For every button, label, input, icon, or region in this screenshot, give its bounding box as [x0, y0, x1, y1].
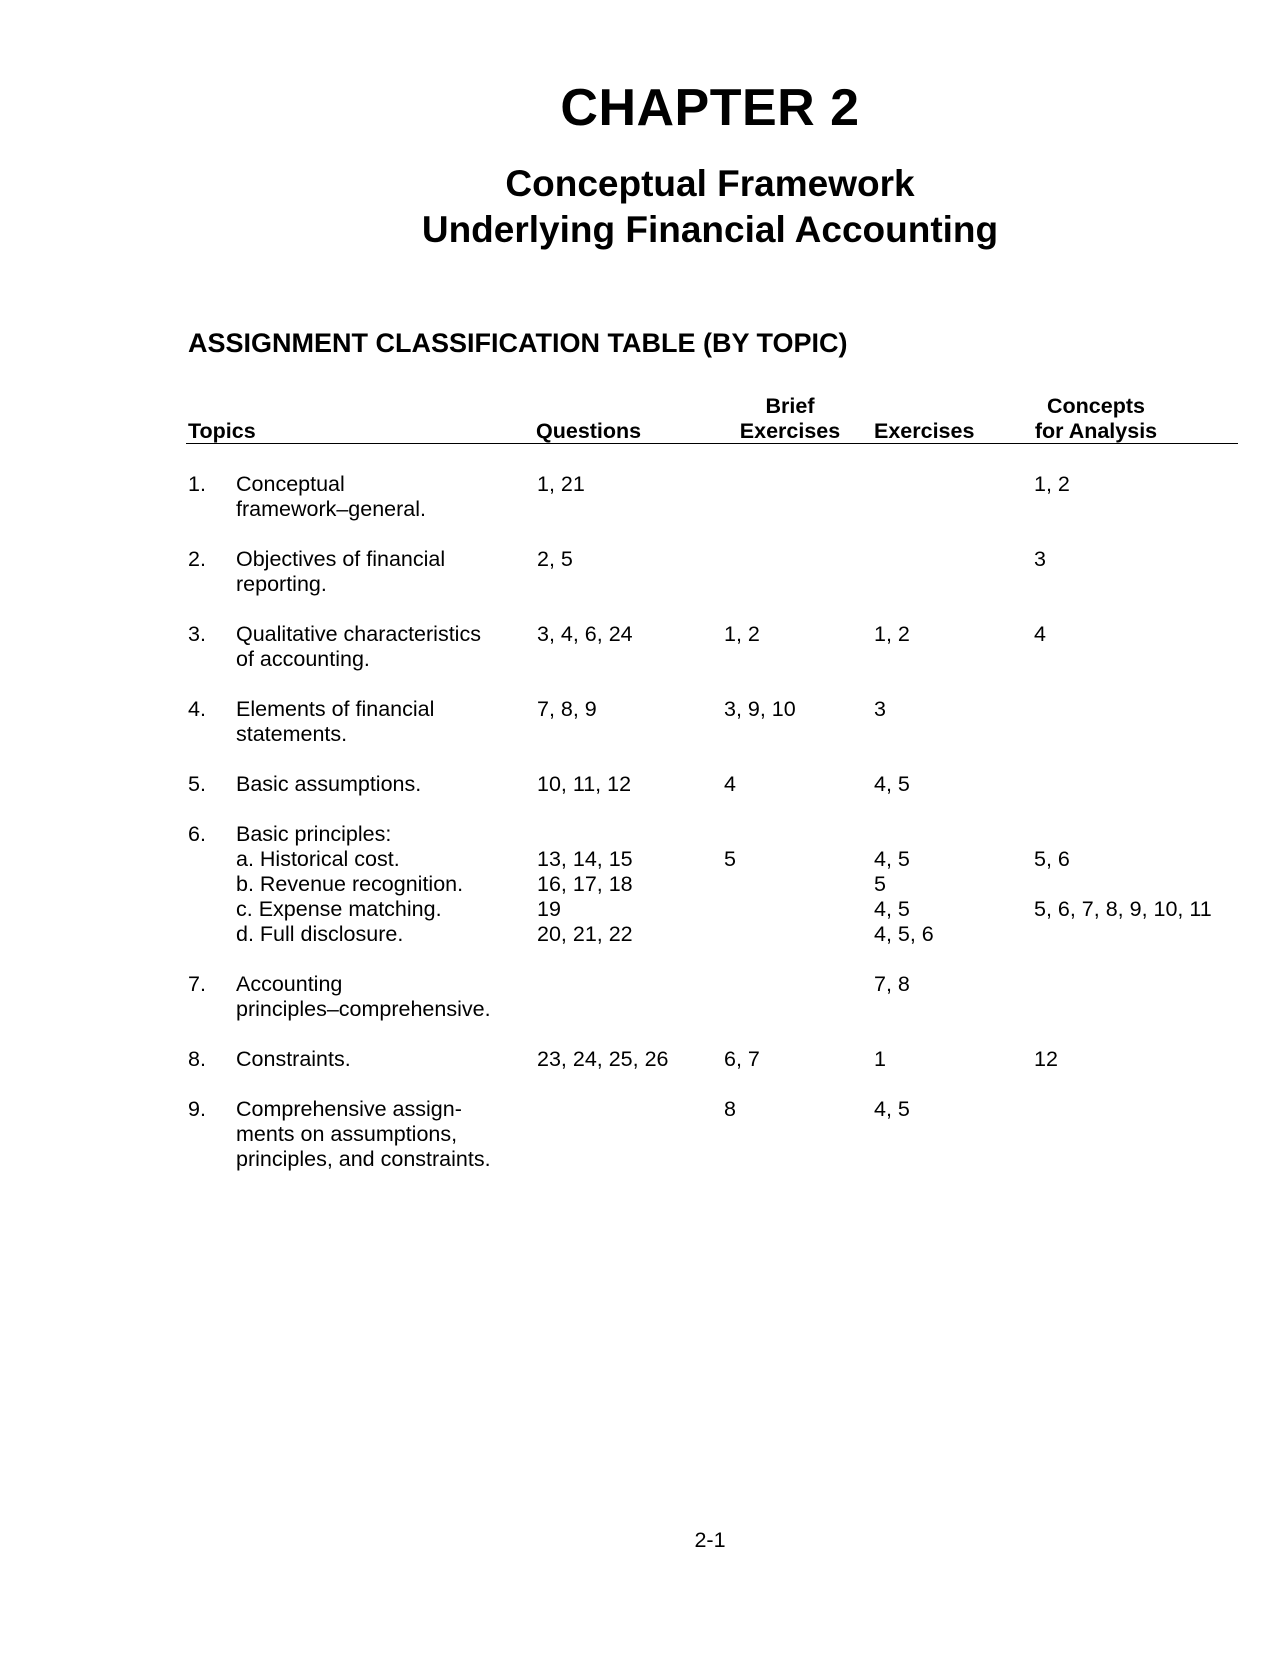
page-number: 2-1 — [694, 1528, 726, 1552]
row-questions: 23, 24, 25, 26 — [537, 1047, 669, 1071]
chapter-subtitle — [0, 161, 1280, 253]
row-exercises: 4, 5 — [874, 772, 910, 796]
subtitle-line-2: Underlying Financial Accounting — [421, 209, 999, 250]
row-topic: Accounting principles–comprehensive. — [236, 972, 491, 1021]
chapter-heading: CHAPTER 2 — [560, 79, 860, 137]
subtitle-line-1: Conceptual Framework — [505, 163, 915, 204]
row-topic: Basic principles: a. Historical cost. b. Revenue recognition. c. Expense matching. d. Full disclosure. — [236, 822, 464, 946]
header-rule — [186, 443, 1238, 444]
row-number: 5. — [188, 772, 206, 796]
header-concepts-line-1: Concepts — [1047, 394, 1145, 418]
row-number: 1. — [188, 472, 206, 496]
section-title: ASSIGNMENT CLASSIFICATION TABLE (BY TOPIC) — [188, 328, 848, 358]
row-topic: Basic assumptions. — [236, 772, 422, 796]
row-topic: Objectives of financial reporting. — [236, 547, 446, 596]
row-exercises: 3 — [874, 697, 886, 721]
header-concepts-for-analysis — [1030, 394, 1162, 444]
row-questions: 13, 14, 15 16, 17, 18 19 20, 21, 22 — [537, 847, 633, 946]
header-exercises: Exercises — [874, 419, 975, 443]
row-topic: Comprehensive assign- ments on assumptions, principles, and constraints. — [236, 1097, 491, 1171]
row-brief-exercises: 6, 7 — [724, 1047, 760, 1071]
header-topics: Topics — [188, 419, 256, 443]
row-exercises: 1, 2 — [874, 622, 910, 646]
row-number: 3. — [188, 622, 206, 646]
row-topic: Conceptual framework–general. — [236, 472, 427, 521]
row-number: 4. — [188, 697, 206, 721]
row-concepts: 1, 2 — [1034, 472, 1070, 496]
row-questions: 10, 11, 12 — [537, 772, 632, 796]
row-concepts: 4 — [1034, 622, 1046, 646]
row-number: 7. — [188, 972, 206, 996]
row-brief-exercises: 3, 9, 10 — [724, 697, 796, 721]
row-number: 6. — [188, 822, 206, 846]
header-brief-line-2: Exercises — [739, 419, 841, 443]
header-concepts-line-2: for Analysis — [1034, 419, 1158, 443]
row-concepts: 12 — [1034, 1047, 1058, 1071]
row-number: 9. — [188, 1097, 206, 1121]
row-questions: 7, 8, 9 — [537, 697, 597, 721]
header-questions: Questions — [536, 419, 642, 443]
row-concepts: 3 — [1034, 547, 1046, 571]
row-exercises: 4, 5 5 4, 5 4, 5, 6 — [874, 847, 934, 946]
row-topic: Constraints. — [236, 1047, 351, 1071]
row-questions: 1, 21 — [537, 472, 585, 496]
header-brief-exercises — [730, 394, 850, 444]
row-concepts: 5, 6 5, 6, 7, 8, 9, 10, 11 — [1034, 847, 1212, 921]
row-number: 8. — [188, 1047, 206, 1071]
row-brief-exercises: 4 — [724, 772, 736, 796]
row-questions: 3, 4, 6, 24 — [537, 622, 633, 646]
row-brief-exercises: 8 — [724, 1097, 736, 1121]
row-number: 2. — [188, 547, 206, 571]
row-topic: Elements of financial statements. — [236, 697, 435, 746]
row-exercises: 1 — [874, 1047, 886, 1071]
row-questions: 2, 5 — [537, 547, 573, 571]
row-brief-exercises: 1, 2 — [724, 622, 760, 646]
row-exercises: 7, 8 — [874, 972, 910, 996]
row-brief-exercises: 5 — [724, 847, 736, 871]
header-brief-line-1: Brief — [765, 394, 815, 418]
row-exercises: 4, 5 — [874, 1097, 910, 1121]
row-topic: Qualitative characteristics of accounting. — [236, 622, 481, 671]
